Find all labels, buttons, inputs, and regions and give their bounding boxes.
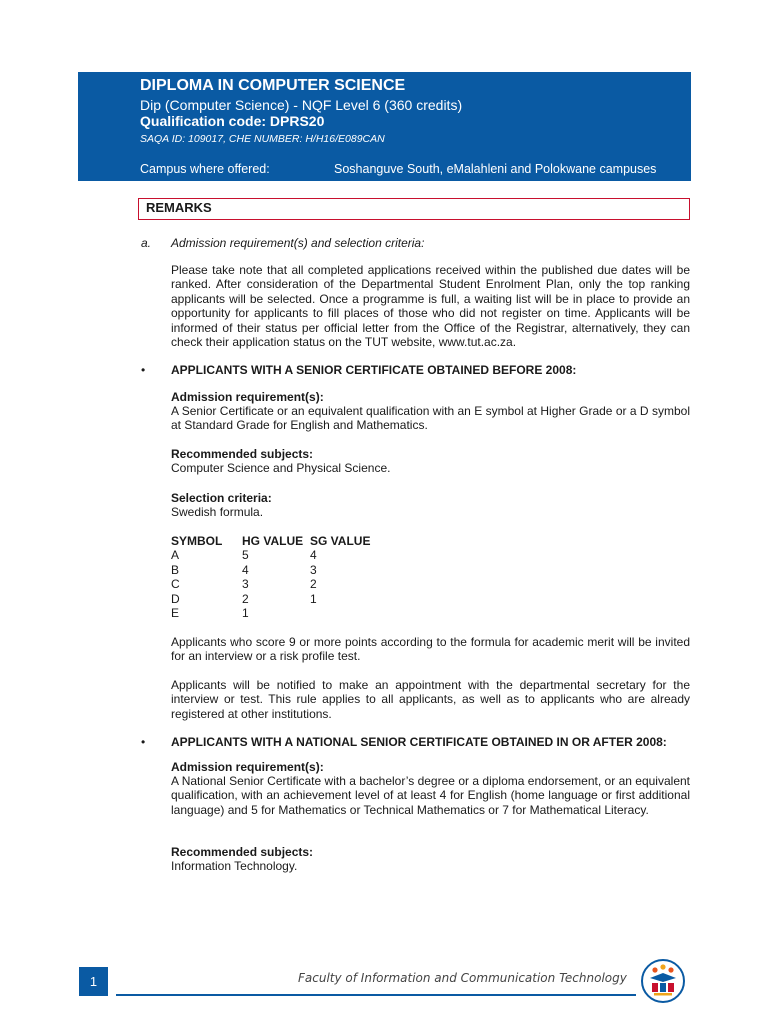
table-cell: 2	[242, 591, 249, 606]
footer-divider	[116, 994, 636, 996]
table-cell: C	[171, 577, 180, 592]
page-number: 1	[79, 967, 108, 996]
table-cell: B	[171, 562, 180, 577]
qualification-code: Qualification code: DPRS20	[140, 113, 325, 129]
campus-value: Soshanguve South, eMalahleni and Polokwane campuses	[334, 162, 657, 176]
table-cell: 3	[242, 577, 249, 592]
tut-logo-icon	[640, 958, 686, 1004]
selection-text: Swedish formula.	[171, 505, 264, 519]
campus-label: Campus where offered:	[140, 162, 270, 176]
appointment-note: Applicants will be notified to make an appointment with the departmental secretary for the interview or test. This rule applies to all applicants, as well as to applicants who are already registered at other institutions.	[171, 678, 690, 721]
bullet-before-2008: •	[141, 363, 146, 377]
saqa-id: SAQA ID: 109017, CHE NUMBER: H/H16/E089CAN	[140, 133, 385, 145]
symbol-values-table	[171, 534, 370, 620]
heading-before-2008: APPLICANTS WITH A SENIOR CERTIFICATE OBTAINED BEFORE 2008:	[171, 363, 577, 377]
qualification-title: DIPLOMA IN COMPUTER SCIENCE	[140, 77, 406, 94]
remarks-heading: REMARKS	[146, 200, 212, 215]
recommended-text-before-2008: Computer Science and Physical Science.	[171, 461, 391, 475]
item-a-marker: a.	[141, 236, 152, 250]
table-cell: 3	[310, 562, 317, 577]
faculty-name: Faculty of Information and Communication Technology	[298, 971, 627, 985]
table-cell: D	[171, 591, 180, 606]
table-header-hg: HG VALUE	[242, 534, 304, 548]
table-row	[171, 563, 370, 577]
table-header-symbol: SYMBOL	[171, 534, 223, 548]
table-cell: E	[171, 606, 180, 621]
table-row	[171, 592, 370, 606]
table-cell: 5	[242, 548, 249, 563]
table-header-sg: SG VALUE	[310, 534, 371, 548]
recommended-label-before-2008: Recommended subjects:	[171, 447, 314, 461]
heading-after-2008: APPLICANTS WITH A NATIONAL SENIOR CERTIFICATE OBTAINED IN OR AFTER 2008:	[171, 735, 667, 749]
table-cell: 4	[310, 548, 317, 563]
table-row	[171, 548, 370, 562]
qualification-subtitle: Dip (Computer Science) - NQF Level 6 (360 credits)	[140, 97, 463, 113]
table-cell: 1	[310, 591, 317, 606]
admission-text-after-2008: A National Senior Certificate with a bachelor’s degree or a diploma endorsement, or an equivalent qualification, with an achievement level of at least 4 for English (home language or first additional language) and 5 for Mathematics or Technical Mathematics or 7 for Mathematical Literacy.	[171, 774, 690, 817]
remarks-heading-box	[138, 198, 690, 220]
intro-paragraph: Please take note that all completed applications received within the published due dates will be ranked. After consideration of the Departmental Student Enrolment Plan, only the top ranking applicants will be selected. Once a programme is full, a waiting list will be in place to provide an opportunity for applicants to fill places of those who did not register on time. Applicants will be informed of their status per official letter from the Office of the Registrar, alternatively, they can check their application status on the TUT website, www.tut.ac.za.	[171, 263, 690, 350]
qualification-header	[78, 72, 691, 181]
selection-label: Selection criteria:	[171, 491, 272, 505]
table-cell: 2	[310, 577, 317, 592]
table-cell: A	[171, 548, 180, 563]
table-row	[171, 606, 370, 620]
table-header-row	[171, 534, 370, 548]
recommended-label-after-2008: Recommended subjects:	[171, 845, 314, 859]
table-cell: 1	[242, 606, 249, 621]
admission-text-before-2008: A Senior Certificate or an equivalent qualification with an E symbol at Higher Grade or a D symbol at Standard Grade for English and Mathematics.	[171, 404, 690, 433]
table-cell: 4	[242, 562, 249, 577]
admission-label-after-2008: Admission requirement(s):	[171, 760, 324, 774]
table-row	[171, 577, 370, 591]
table-cell	[310, 606, 370, 620]
admission-label-before-2008: Admission requirement(s):	[171, 390, 324, 404]
bullet-after-2008: •	[141, 735, 146, 749]
recommended-text-after-2008: Information Technology.	[171, 859, 298, 873]
merit-note: Applicants who score 9 or more points according to the formula for academic merit will be invited for an interview or a risk profile test.	[171, 635, 690, 664]
item-a-title: Admission requirement(s) and selection criteria:	[171, 236, 425, 250]
